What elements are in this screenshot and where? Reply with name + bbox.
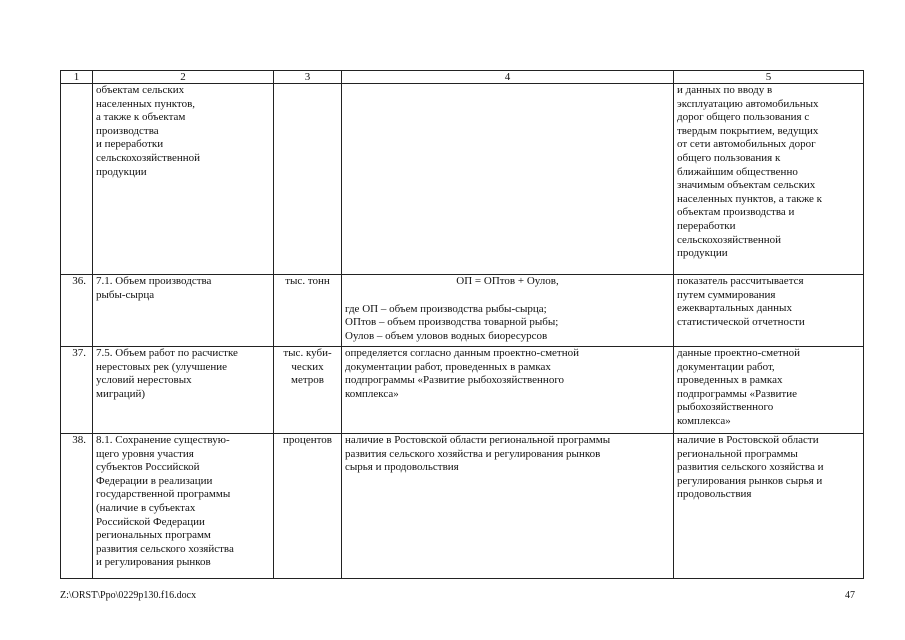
unit: тыс. тонн: [274, 275, 342, 347]
source: показатель рассчитывается путем суммирования ежеквартальных данных статистической отчетности: [674, 275, 864, 347]
cell-num: [61, 84, 93, 275]
cell-name: объектам сельских населенных пунктов, а также к объектам производства и переработки сельскохозяйственной продукции: [93, 84, 274, 275]
header-cell: 4: [342, 71, 674, 84]
cell-unit: [274, 84, 342, 275]
header-cell: 1: [61, 71, 93, 84]
method-cell: [342, 275, 674, 347]
table-row-37: [61, 347, 864, 434]
file-path: Z:\ORST\Ppo\0229p130.f16.docx: [60, 590, 197, 601]
table-row-38: [61, 434, 864, 579]
cell-source: и данных по вводу в эксплуатацию автомобильных дорог общего пользования с твердым покрытием, ведущих от сети автомобильных дорог общего пользования к ближайшим общественно значимым объектам сельских населенных пунктов, а также к объектам производства и переработки сельскохозяйственной продукции: [674, 84, 864, 275]
source: данные проектно-сметной документации работ, проведенных в рамках подпрограммы «Развитие рыбохозяйственного комплекса»: [674, 347, 864, 434]
row-number: 36.: [61, 275, 93, 347]
header-row: [61, 71, 864, 84]
page-number: 47: [845, 590, 855, 601]
cell-method: [342, 84, 674, 275]
unit: тыс. куби- ческих метров: [274, 347, 342, 434]
source: наличие в Ростовской области региональной программы развития сельского хозяйства и регулирования рынков сырья и продовольствия: [674, 434, 864, 579]
header-cell: 5: [674, 71, 864, 84]
row-number: 37.: [61, 347, 93, 434]
indicator-name: 8.1. Сохранение существую- щего уровня участия субъектов Российской Федерации в реализации государственной программы (наличие в субъектах Российской Федерации региональных программ развития сельского хозяйства и регулирования рынков: [93, 434, 274, 579]
indicator-name: 7.5. Объем работ по расчистке нерестовых рек (улучшение условий нерестовых миграций): [93, 347, 274, 434]
unit: процентов: [274, 434, 342, 579]
header-cell: 3: [274, 71, 342, 84]
method-text: наличие в Ростовской области региональной программы развития сельского хозяйства и регулирования рынков сырья и продовольствия: [342, 434, 674, 579]
continuation-row: [61, 84, 864, 275]
header-cell: 2: [93, 71, 274, 84]
formula: ОП = ОПтов + Оулов,: [456, 275, 559, 287]
row-number: 38.: [61, 434, 93, 579]
indicator-name: 7.1. Объем производства рыбы-сырца: [93, 275, 274, 347]
method-text: где ОП – объем производства рыбы-сырца; ОПтов – объем производства товарной рыбы; Оулов – объем уловов водных биоресурсов: [345, 302, 559, 342]
table-row-36: [61, 275, 864, 347]
method-text: определяется согласно данным проектно-сметной документации работ, проведенных в рамках подпрограммы «Развитие рыбохозяйственного комплекса»: [342, 347, 674, 434]
indicator-table: [60, 70, 864, 579]
